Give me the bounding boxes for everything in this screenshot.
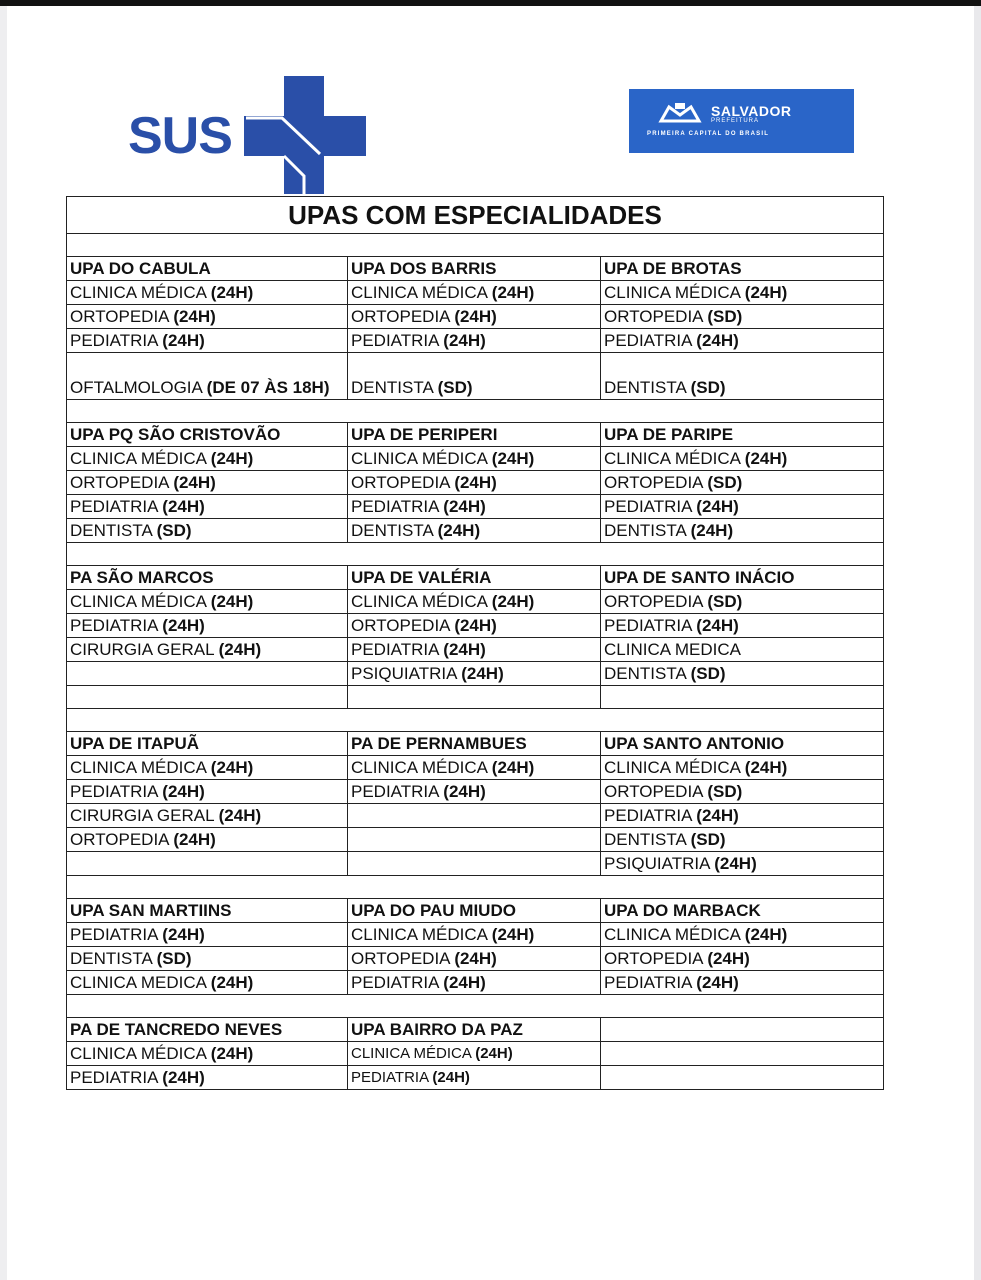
service-cell — [67, 971, 348, 995]
unit-name: UPA DE PARIPE — [601, 423, 884, 447]
service-label: PEDIATRIA — [604, 806, 692, 825]
service-label: ORTOPEDIA — [70, 473, 169, 492]
spacer-row — [67, 400, 884, 423]
service-label: PEDIATRIA — [351, 640, 439, 659]
service-cell — [67, 1066, 348, 1090]
service-row — [67, 281, 884, 305]
spacer-row — [67, 709, 884, 732]
service-label: DENTISTA — [604, 378, 686, 397]
service-label: PEDIATRIA — [70, 616, 158, 635]
service-cell — [601, 1066, 884, 1090]
service-cell — [601, 519, 884, 543]
service-label: ORTOPEDIA — [70, 830, 169, 849]
unit-name: UPA SAN MARTIINS — [67, 899, 348, 923]
service-label: CLINICA MEDICA — [604, 640, 741, 659]
service-label: CLINICA MÉDICA — [604, 758, 741, 777]
service-hours: (24H) — [218, 806, 262, 825]
service-row — [67, 1066, 884, 1090]
sus-logo — [128, 76, 368, 194]
service-label: ORTOPEDIA — [604, 592, 703, 611]
service-cell — [348, 947, 601, 971]
service-row — [67, 756, 884, 780]
service-hours: (24H) — [443, 782, 486, 801]
service-label: DENTISTA — [70, 949, 152, 968]
service-hours: (24H) — [210, 758, 254, 777]
service-cell — [601, 852, 884, 876]
service-label: CIRURGIA GERAL — [70, 806, 214, 825]
service-hours: (24H) — [210, 973, 254, 992]
service-hours: (24H) — [173, 830, 216, 849]
unit-name: UPA DOS BARRIS — [348, 257, 601, 281]
spacer-cell — [67, 543, 884, 566]
service-hours: (24H) — [696, 331, 739, 350]
sus-cross-icon — [128, 76, 368, 194]
service-row — [67, 923, 884, 947]
service-cell — [67, 852, 348, 876]
spacer-cell — [67, 995, 884, 1018]
service-hours: (24H) — [162, 331, 205, 350]
salvador-logo-slogan: PRIMEIRA CAPITAL DO BRASIL — [647, 131, 770, 137]
service-cell — [601, 638, 884, 662]
service-label: CLINICA MÉDICA — [351, 1045, 472, 1062]
service-label: CLINICA MÉDICA — [70, 283, 207, 302]
unit-name-row — [67, 732, 884, 756]
service-cell — [348, 329, 601, 353]
service-cell — [601, 780, 884, 804]
table-title: UPAS COM ESPECIALIDADES — [67, 197, 884, 234]
service-label: ORTOPEDIA — [351, 307, 450, 326]
service-label: PSIQUIATRIA — [604, 854, 710, 873]
service-hours: (24H) — [173, 473, 216, 492]
service-label: ORTOPEDIA — [604, 949, 703, 968]
spacer-cell — [601, 686, 884, 709]
service-cell — [348, 590, 601, 614]
service-row — [67, 662, 884, 686]
service-cell — [67, 447, 348, 471]
unit-name-row — [67, 257, 884, 281]
service-cell — [601, 281, 884, 305]
service-label: ORTOPEDIA — [604, 782, 703, 801]
service-row — [67, 804, 884, 828]
unit-name: UPA DE BROTAS — [601, 257, 884, 281]
spacer-cell — [67, 876, 884, 899]
service-row — [67, 305, 884, 329]
upas-table — [66, 196, 884, 1090]
unit-name: UPA DE SANTO INÁCIO — [601, 566, 884, 590]
service-hours: (24H) — [491, 449, 535, 468]
service-label: ORTOPEDIA — [351, 949, 450, 968]
service-label: CLINICA MÉDICA — [351, 449, 488, 468]
service-hours: (24H) — [491, 925, 535, 944]
service-label: CLINICA MÉDICA — [604, 283, 741, 302]
service-label: CLINICA MÉDICA — [70, 449, 207, 468]
unit-name: UPA DO CABULA — [67, 257, 348, 281]
service-label: ORTOPEDIA — [351, 473, 450, 492]
spacer-row — [67, 876, 884, 899]
service-hours: (SD) — [690, 378, 726, 397]
service-label: CLINICA MÉDICA — [70, 592, 207, 611]
service-hours: (24H) — [454, 616, 497, 635]
service-cell — [601, 1042, 884, 1066]
service-cell — [348, 852, 601, 876]
service-label: CLINICA MÉDICA — [351, 758, 488, 777]
service-cell — [67, 590, 348, 614]
service-cell — [67, 638, 348, 662]
service-hours: (24H) — [744, 758, 788, 777]
service-cell — [348, 1066, 601, 1090]
service-cell — [67, 614, 348, 638]
service-hours: (24H) — [443, 640, 486, 659]
service-cell — [601, 756, 884, 780]
service-cell — [348, 281, 601, 305]
service-hours: (SD) — [707, 592, 743, 611]
unit-name: UPA DE PERIPERI — [348, 423, 601, 447]
service-hours: (24H) — [744, 283, 788, 302]
service-label: ORTOPEDIA — [70, 307, 169, 326]
unit-name-row — [67, 1018, 884, 1042]
service-hours: (SD) — [707, 307, 743, 326]
service-row — [67, 329, 884, 353]
service-hours: (24H) — [443, 331, 486, 350]
service-cell — [348, 638, 601, 662]
service-hours: (24H) — [443, 973, 486, 992]
service-hours: (SD) — [156, 521, 192, 540]
service-hours: (SD) — [690, 664, 726, 683]
service-label: CLINICA MÉDICA — [351, 592, 488, 611]
service-hours: (24H) — [162, 1068, 205, 1087]
unit-name: UPA BAIRRO DA PAZ — [348, 1018, 601, 1042]
service-hours: (24H) — [162, 782, 205, 801]
salvador-logo — [629, 89, 854, 153]
service-cell — [67, 471, 348, 495]
service-cell — [348, 1042, 601, 1066]
unit-name-row — [67, 423, 884, 447]
service-label: DENTISTA — [604, 664, 686, 683]
service-cell — [348, 828, 601, 852]
service-label: PEDIATRIA — [604, 331, 692, 350]
service-cell — [67, 353, 348, 400]
service-cell — [67, 281, 348, 305]
service-hours: (24H) — [210, 1044, 254, 1063]
service-label: CLINICA MÉDICA — [604, 925, 741, 944]
service-cell — [67, 495, 348, 519]
service-label: PEDIATRIA — [70, 497, 158, 516]
service-cell — [348, 971, 601, 995]
unit-name: UPA DE VALÉRIA — [348, 566, 601, 590]
service-label: OFTALMOLOGIA — [70, 378, 202, 397]
service-cell — [348, 780, 601, 804]
service-row — [67, 519, 884, 543]
service-label: DENTISTA — [604, 830, 686, 849]
service-cell — [601, 590, 884, 614]
service-label: PEDIATRIA — [70, 925, 158, 944]
service-cell — [601, 614, 884, 638]
service-label: CIRURGIA GERAL — [70, 640, 214, 659]
service-hours: (DE 07 ÀS 18H) — [206, 378, 330, 397]
service-hours: (24H) — [696, 616, 739, 635]
service-hours: (24H) — [437, 521, 481, 540]
service-hours: (24H) — [454, 949, 497, 968]
service-cell — [348, 662, 601, 686]
service-row — [67, 780, 884, 804]
service-label: PEDIATRIA — [604, 497, 692, 516]
unit-name-row — [67, 899, 884, 923]
service-label: PEDIATRIA — [351, 782, 439, 801]
service-hours: (SD) — [707, 473, 743, 492]
top-status-bar — [0, 0, 981, 6]
service-hours: (24H) — [491, 758, 535, 777]
service-label: PEDIATRIA — [604, 973, 692, 992]
spacer-cell — [67, 686, 348, 709]
service-label: PEDIATRIA — [70, 1068, 158, 1087]
spacer-cell — [67, 400, 884, 423]
service-cell — [67, 662, 348, 686]
service-hours: (24H) — [696, 806, 739, 825]
service-hours: (24H) — [210, 283, 254, 302]
service-cell — [601, 804, 884, 828]
service-cell — [67, 828, 348, 852]
service-cell — [348, 923, 601, 947]
service-cell — [67, 329, 348, 353]
service-label: DENTISTA — [70, 521, 152, 540]
service-hours: (24H) — [162, 925, 205, 944]
salvador-logo-sub: PREFEITURA — [711, 118, 760, 124]
service-row — [67, 495, 884, 519]
service-label: CLINICA MÉDICA — [70, 758, 207, 777]
salvador-logo-name: SALVADOR — [711, 103, 792, 119]
service-row — [67, 828, 884, 852]
service-row — [67, 614, 884, 638]
service-hours: (24H) — [475, 1045, 513, 1062]
service-cell — [601, 923, 884, 947]
unit-name: UPA DO PAU MIUDO — [348, 899, 601, 923]
service-label: PEDIATRIA — [70, 331, 158, 350]
service-cell — [601, 353, 884, 400]
sus-logo-text: SUS — [128, 107, 232, 165]
service-label: PSIQUIATRIA — [351, 664, 457, 683]
spacer-cell — [67, 709, 884, 732]
title-row — [67, 197, 884, 234]
service-hours: (24H) — [210, 592, 254, 611]
service-cell — [601, 305, 884, 329]
service-cell — [348, 756, 601, 780]
unit-name: UPA PQ SÃO CRISTOVÃO — [67, 423, 348, 447]
service-hours: (24H) — [210, 449, 254, 468]
service-cell — [601, 828, 884, 852]
service-cell — [601, 495, 884, 519]
service-row — [67, 1042, 884, 1066]
service-hours: (SD) — [707, 782, 743, 801]
service-cell — [601, 971, 884, 995]
service-hours: (24H) — [714, 854, 757, 873]
service-cell — [67, 923, 348, 947]
service-cell — [67, 519, 348, 543]
service-label: DENTISTA — [351, 521, 433, 540]
service-cell — [348, 305, 601, 329]
service-label: CLINICA MÉDICA — [604, 449, 741, 468]
service-label: PEDIATRIA — [351, 497, 439, 516]
unit-name: PA SÃO MARCOS — [67, 566, 348, 590]
service-hours: (24H) — [696, 973, 739, 992]
service-row — [67, 447, 884, 471]
spacer-cell — [67, 234, 884, 257]
salvador-emblem-icon — [657, 99, 703, 125]
service-cell — [601, 471, 884, 495]
service-hours: (24H) — [696, 497, 739, 516]
service-hours: (24H) — [461, 664, 504, 683]
service-cell — [67, 804, 348, 828]
service-hours: (24H) — [744, 449, 788, 468]
service-row — [67, 947, 884, 971]
spacer-row — [67, 686, 884, 709]
service-label: CLINICA MÉDICA — [351, 283, 488, 302]
service-row — [67, 638, 884, 662]
service-label: CLINICA MÉDICA — [70, 1044, 207, 1063]
left-edge — [0, 6, 7, 1280]
service-cell — [67, 305, 348, 329]
service-hours: (24H) — [173, 307, 216, 326]
service-hours: (24H) — [707, 949, 750, 968]
unit-name: UPA SANTO ANTONIO — [601, 732, 884, 756]
unit-name: UPA DO MARBACK — [601, 899, 884, 923]
service-cell — [348, 519, 601, 543]
service-label: PEDIATRIA — [351, 1069, 429, 1086]
spacer-row — [67, 995, 884, 1018]
service-cell — [67, 947, 348, 971]
service-label: PEDIATRIA — [70, 782, 158, 801]
service-hours: (24H) — [432, 1069, 470, 1086]
service-hours: (SD) — [437, 378, 473, 397]
service-row — [67, 852, 884, 876]
service-cell — [348, 471, 601, 495]
unit-name — [601, 1018, 884, 1042]
service-label: PEDIATRIA — [604, 616, 692, 635]
service-hours: (SD) — [690, 830, 726, 849]
service-hours: (24H) — [454, 473, 497, 492]
service-cell — [601, 947, 884, 971]
service-row — [67, 471, 884, 495]
service-hours: (24H) — [454, 307, 497, 326]
service-label: PEDIATRIA — [351, 331, 439, 350]
service-row — [67, 353, 884, 400]
service-label: DENTISTA — [351, 378, 433, 397]
service-label: ORTOPEDIA — [604, 307, 703, 326]
service-cell — [67, 1042, 348, 1066]
service-row — [67, 590, 884, 614]
right-edge — [974, 6, 981, 1280]
unit-name: PA DE TANCREDO NEVES — [67, 1018, 348, 1042]
service-cell — [67, 756, 348, 780]
unit-name: UPA DE ITAPUÃ — [67, 732, 348, 756]
service-cell — [348, 495, 601, 519]
service-cell — [348, 447, 601, 471]
service-hours: (24H) — [491, 592, 535, 611]
service-label: CLINICA MEDICA — [70, 973, 207, 992]
service-hours: (24H) — [218, 640, 262, 659]
service-cell — [348, 804, 601, 828]
spacer-row — [67, 234, 884, 257]
service-label: PEDIATRIA — [351, 973, 439, 992]
service-cell — [601, 329, 884, 353]
spacer-row — [67, 543, 884, 566]
service-hours: (24H) — [744, 925, 788, 944]
service-hours: (SD) — [156, 949, 192, 968]
service-cell — [601, 662, 884, 686]
service-label: ORTOPEDIA — [604, 473, 703, 492]
service-cell — [601, 447, 884, 471]
service-hours: (24H) — [690, 521, 734, 540]
unit-name-row — [67, 566, 884, 590]
service-hours: (24H) — [162, 497, 205, 516]
service-label: CLINICA MÉDICA — [351, 925, 488, 944]
service-cell — [348, 614, 601, 638]
service-label: DENTISTA — [604, 521, 686, 540]
service-label: ORTOPEDIA — [351, 616, 450, 635]
service-row — [67, 971, 884, 995]
upas-table-container — [66, 196, 883, 1090]
service-cell — [67, 780, 348, 804]
service-cell — [348, 353, 601, 400]
service-hours: (24H) — [491, 283, 535, 302]
service-hours: (24H) — [162, 616, 205, 635]
service-hours: (24H) — [443, 497, 486, 516]
unit-name: PA DE PERNAMBUES — [348, 732, 601, 756]
spacer-cell — [348, 686, 601, 709]
